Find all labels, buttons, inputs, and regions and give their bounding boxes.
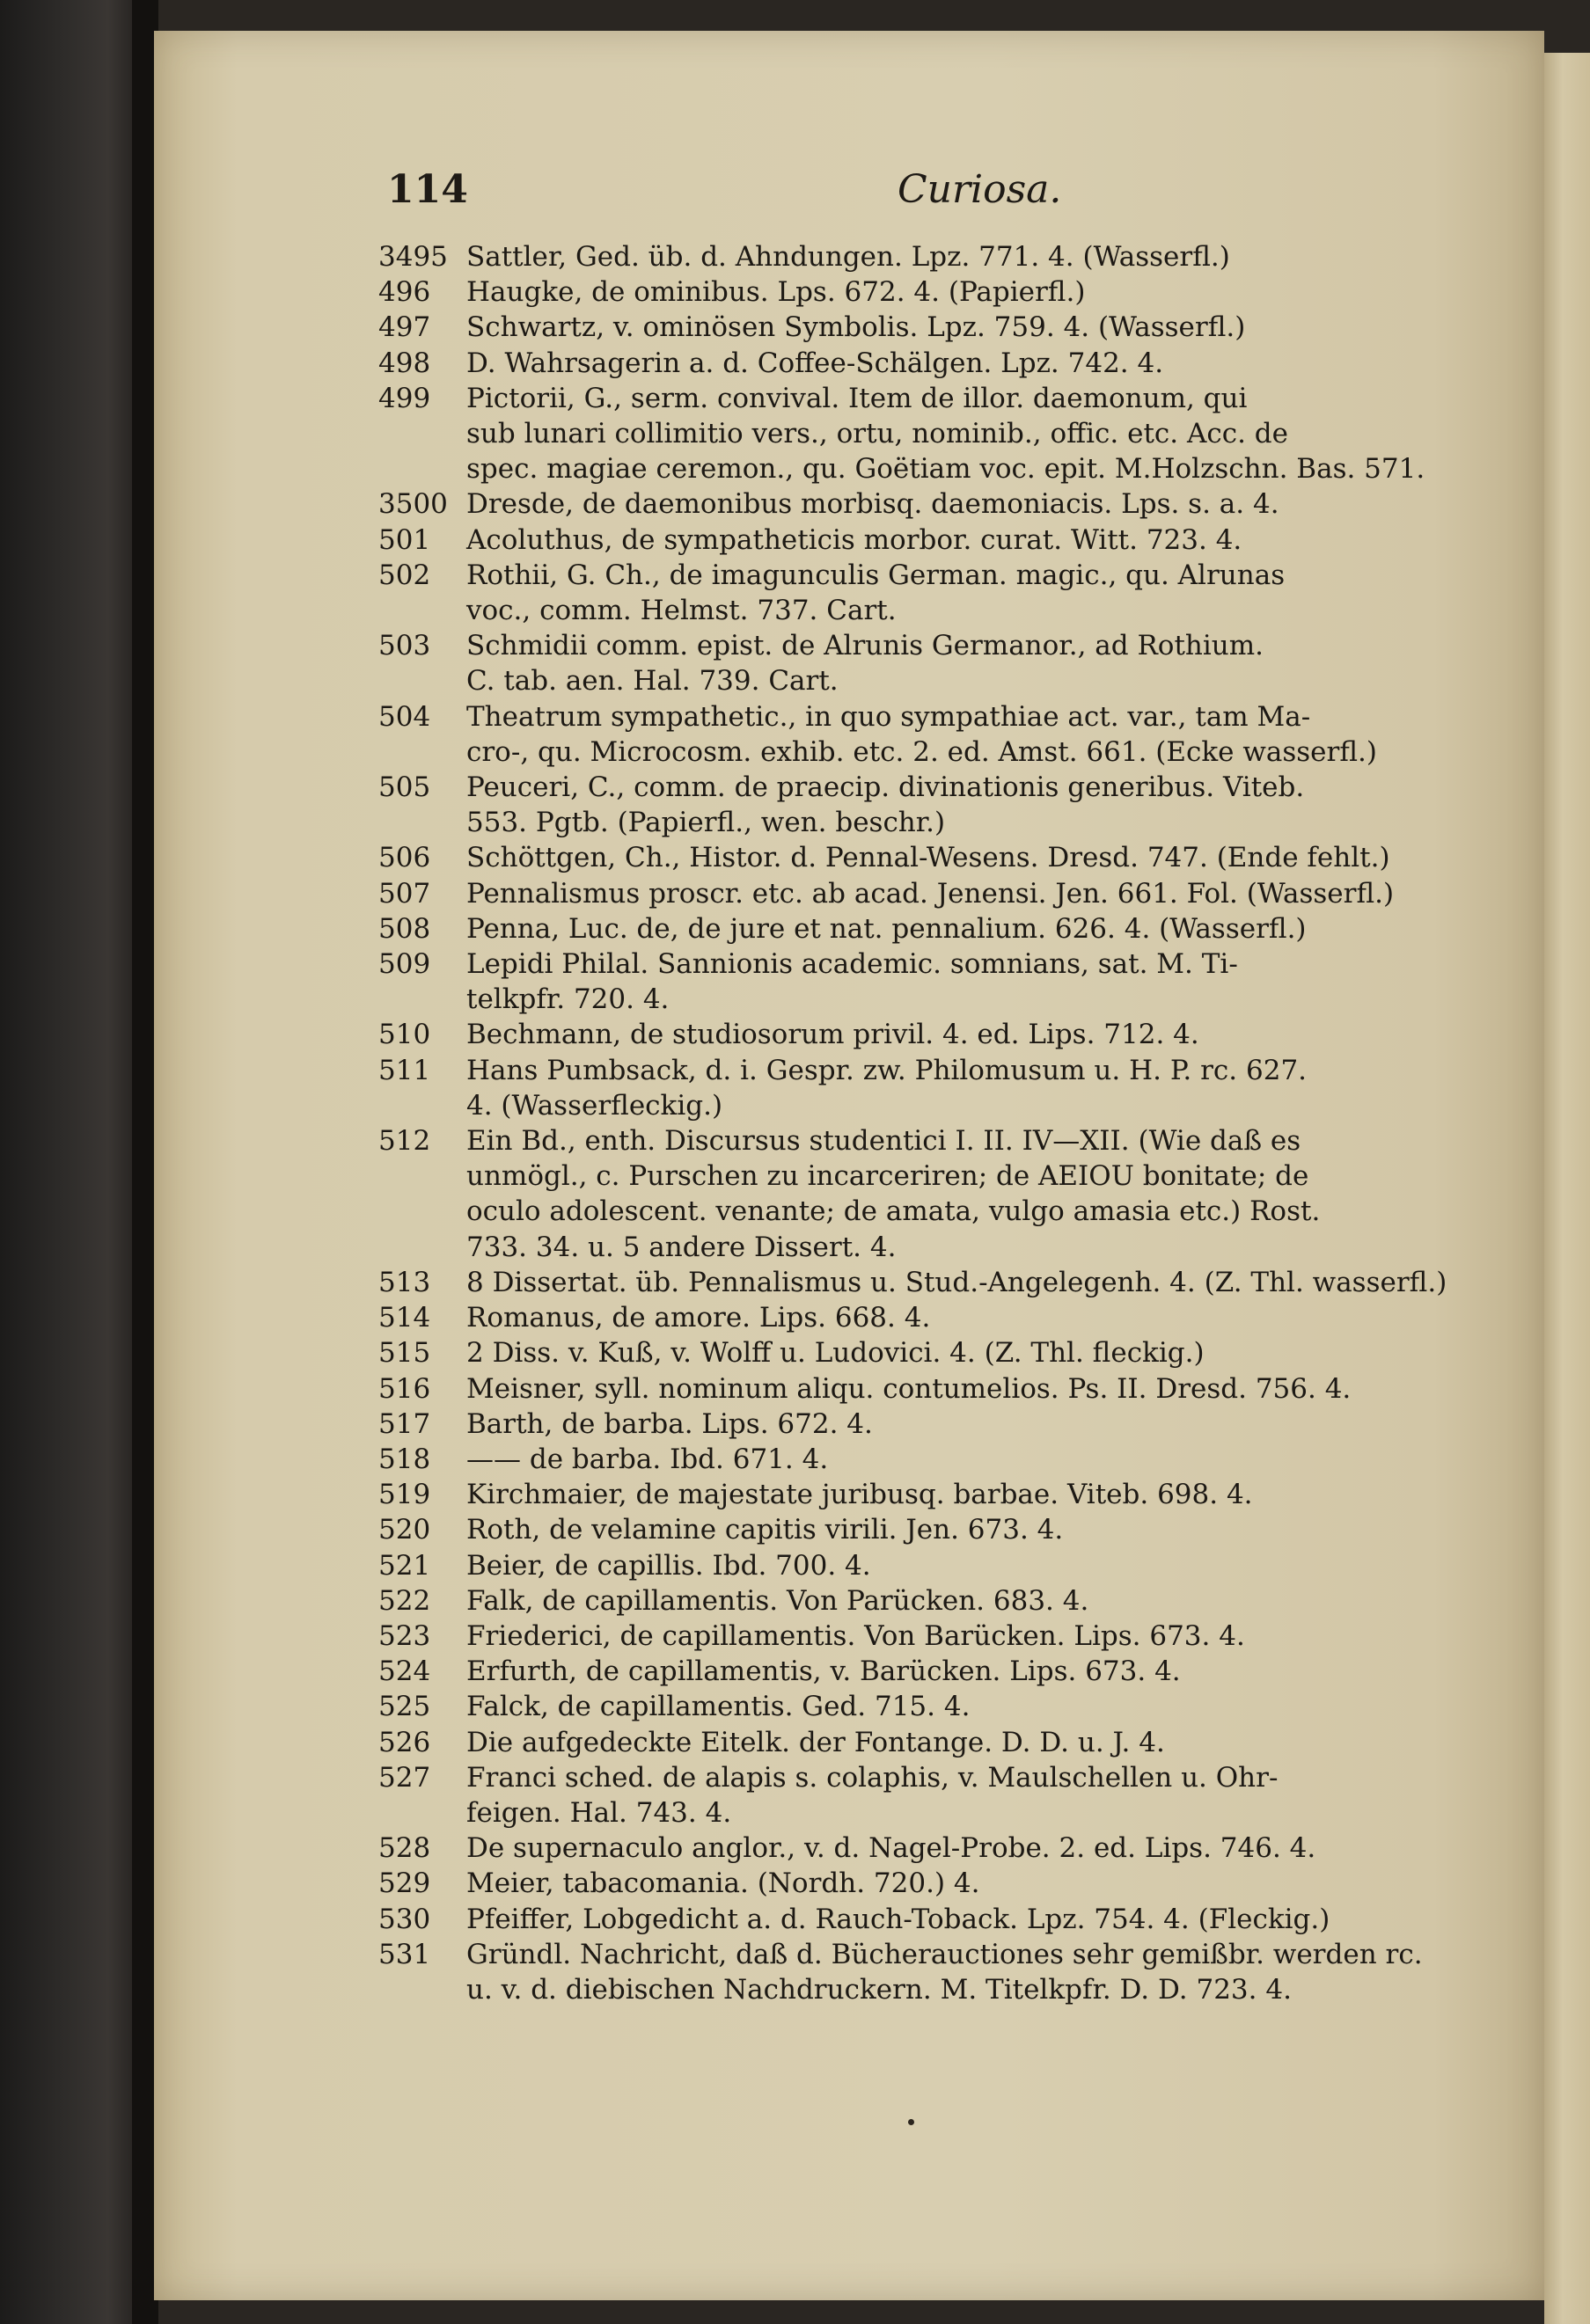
page-header bbox=[387, 167, 1513, 220]
entry-text-line: Gründl. Nachricht, daß d. Bücherauctiones sehr gemißbr. werden rc. bbox=[466, 1938, 1423, 1970]
catalog-entry bbox=[378, 1300, 1478, 1335]
catalog-entry bbox=[378, 274, 1478, 310]
entry-number: 520 bbox=[378, 1514, 431, 1546]
entry-text-line: Roth, de velamine capitis virili. Jen. 673. 4. bbox=[466, 1514, 1064, 1546]
entry-text-line: Peuceri, C., comm. de praecip. divinationis generibus. Viteb. bbox=[466, 771, 1305, 804]
catalog-entry bbox=[378, 1725, 1478, 1760]
entry-number: 498 bbox=[378, 347, 431, 379]
entry-text-line: De supernaculo anglor., v. d. Nagel-Probe. 2. ed. Lips. 746. 4. bbox=[466, 1832, 1316, 1865]
catalog-entry bbox=[378, 1654, 1478, 1689]
entry-number: 505 bbox=[378, 771, 431, 804]
entry-text-line: unmögl., c. Purschen zu incarceriren; de AEIOU bonitate; de bbox=[466, 1160, 1309, 1193]
catalog-entry bbox=[378, 1442, 1478, 1477]
catalog-entry bbox=[378, 1123, 1478, 1265]
entry-number: 523 bbox=[378, 1619, 431, 1652]
entry-text-line: Romanus, de amore. Lips. 668. 4. bbox=[466, 1302, 931, 1334]
catalog-entry bbox=[378, 1583, 1478, 1619]
entry-text-line: 733. 34. u. 5 andere Dissert. 4. bbox=[466, 1231, 897, 1263]
catalog-entry bbox=[378, 1477, 1478, 1512]
page-number: 114 bbox=[387, 167, 468, 212]
entry-text-line: 553. Pgtb. (Papierfl., wen. beschr.) bbox=[466, 807, 946, 839]
entry-number: 509 bbox=[378, 948, 431, 981]
entry-number: 517 bbox=[378, 1407, 431, 1440]
catalog-entry bbox=[378, 770, 1478, 840]
entry-number: 518 bbox=[378, 1443, 431, 1475]
entry-number: 513 bbox=[378, 1266, 431, 1298]
entry-text-line: Acoluthus, de sympatheticis morbor. curat. Witt. 723. 4. bbox=[466, 523, 1242, 556]
catalog-entry bbox=[378, 1335, 1478, 1370]
entry-text-line: Rothii, G. Ch., de imagunculis German. magic., qu. Alrunas bbox=[466, 559, 1286, 591]
entry-text-line: Hans Pumbsack, d. i. Gespr. zw. Philomusum u. H. P. rc. 627. bbox=[466, 1054, 1308, 1086]
catalog-entry bbox=[378, 1053, 1478, 1123]
entry-text-line: 2 Diss. v. Kuß, v. Wolff u. Ludovici. 4. (Z. Thl. fleckig.) bbox=[466, 1337, 1205, 1370]
catalog-entry bbox=[378, 1265, 1478, 1300]
entry-text-line: Bechmann, de studiosorum privil. 4. ed. Lips. 712. 4. bbox=[466, 1019, 1199, 1051]
catalog-entry bbox=[378, 558, 1478, 628]
entry-text-line: Beier, de capillis. Ibd. 700. 4. bbox=[466, 1549, 871, 1582]
book-binding bbox=[0, 0, 154, 2324]
entry-text-line: voc., comm. Helmst. 737. Cart. bbox=[466, 595, 897, 627]
catalog-entry bbox=[378, 699, 1478, 770]
running-title: Curiosa. bbox=[898, 167, 1062, 212]
entry-number: 511 bbox=[378, 1054, 431, 1086]
entry-number: 497 bbox=[378, 311, 431, 344]
entry-text-line: Falk, de capillamentis. Von Parücken. 683. 4. bbox=[466, 1584, 1089, 1617]
entry-text-line: Schöttgen, Ch., Histor. d. Pennal-Wesens. Dresd. 747. (Ende fehlt.) bbox=[466, 842, 1390, 874]
catalog-entry bbox=[378, 239, 1478, 274]
entry-number: 519 bbox=[378, 1479, 431, 1511]
entry-text-line: telkpfr. 720. 4. bbox=[466, 983, 670, 1016]
entry-text-line: 8 Dissertat. üb. Pennalismus u. Stud.-Angelegenh. 4. (Z. Thl. wasserfl.) bbox=[466, 1266, 1447, 1298]
entry-number: 527 bbox=[378, 1761, 431, 1794]
entry-text-line: 4. (Wasserfleckig.) bbox=[466, 1089, 723, 1122]
entry-number: 515 bbox=[378, 1337, 431, 1370]
entry-number: 503 bbox=[378, 630, 431, 662]
entry-text-line: —— de barba. Ibd. 671. 4. bbox=[466, 1443, 829, 1475]
catalog-entry bbox=[378, 1689, 1478, 1724]
entry-text-line: Erfurth, de capillamentis, v. Barücken. Lips. 673. 4. bbox=[466, 1655, 1181, 1688]
entry-text-line: Pfeiffer, Lobgedicht a. d. Rauch-Toback. Lpz. 754. 4. (Fleckig.) bbox=[466, 1903, 1330, 1935]
entry-text-line: Die aufgedeckte Eitelk. der Fontange. D. D. u. J. 4. bbox=[466, 1726, 1165, 1758]
entry-number: 508 bbox=[378, 912, 431, 945]
catalog-entry bbox=[378, 946, 1478, 1017]
entry-text-line: Lepidi Philal. Sannionis academic. somnians, sat. M. Ti- bbox=[466, 948, 1238, 981]
entry-text-line: Friederici, de capillamentis. Von Barücken. Lips. 673. 4. bbox=[466, 1619, 1245, 1652]
entry-number: 3495 bbox=[378, 241, 448, 273]
entry-number: 510 bbox=[378, 1019, 431, 1051]
entry-number: 531 bbox=[378, 1938, 431, 1970]
entry-number: 506 bbox=[378, 842, 431, 874]
entry-number: 507 bbox=[378, 877, 431, 910]
catalog-entry bbox=[378, 1017, 1478, 1052]
catalog-entry bbox=[378, 628, 1478, 698]
catalog-entry bbox=[378, 486, 1478, 522]
catalog-entry bbox=[378, 381, 1478, 487]
entry-number: 522 bbox=[378, 1584, 431, 1617]
catalog-entry bbox=[378, 876, 1478, 911]
entry-number: 496 bbox=[378, 276, 431, 309]
entry-text-line: u. v. d. diebischen Nachdruckern. M. Titelkpfr. D. D. 723. 4. bbox=[466, 1973, 1292, 2006]
catalog-entry bbox=[378, 840, 1478, 875]
entry-number: 514 bbox=[378, 1302, 431, 1334]
entry-text-line: spec. magiae ceremon., qu. Goëtiam voc. epit. M.Holzschn. Bas. 571. bbox=[466, 453, 1425, 486]
ink-dot bbox=[908, 2119, 914, 2125]
entry-text-line: Theatrum sympathetic., in quo sympathiae act. var., tam Ma- bbox=[466, 700, 1311, 733]
entry-number: 529 bbox=[378, 1867, 431, 1900]
entry-text-line: Falck, de capillamentis. Ged. 715. 4. bbox=[466, 1691, 971, 1723]
catalog-entry bbox=[378, 1937, 1478, 2007]
entry-text-line: feigen. Hal. 743. 4. bbox=[466, 1796, 732, 1829]
entry-number: 499 bbox=[378, 382, 431, 414]
entry-number: 512 bbox=[378, 1125, 431, 1158]
entry-text-line: Franci sched. de alapis s. colaphis, v. Maulschellen u. Ohr- bbox=[466, 1761, 1279, 1794]
entry-text-line: D. Wahrsagerin a. d. Coffee-Schälgen. Lpz. 742. 4. bbox=[466, 347, 1164, 379]
entry-text-line: Schwartz, v. ominösen Symbolis. Lpz. 759. 4. (Wasserfl.) bbox=[466, 311, 1246, 344]
entry-text-line: Barth, de barba. Lips. 672. 4. bbox=[466, 1407, 873, 1440]
catalog-entry bbox=[378, 1866, 1478, 1901]
entry-text-line: Haugke, de ominibus. Lps. 672. 4. (Papierfl.) bbox=[466, 276, 1086, 309]
entry-number: 525 bbox=[378, 1691, 431, 1723]
catalog-entry bbox=[378, 1619, 1478, 1654]
entry-number: 528 bbox=[378, 1832, 431, 1865]
catalog-entry bbox=[378, 523, 1478, 558]
entry-number: 502 bbox=[378, 559, 431, 591]
entry-text-line: Ein Bd., enth. Discursus studentici I. II. IV—XII. (Wie daß es bbox=[466, 1125, 1301, 1158]
entry-text-line: oculo adolescent. venante; de amata, vulgo amasia etc.) Rost. bbox=[466, 1195, 1321, 1228]
entry-text-line: Meisner, syll. nominum aliqu. contumelios. Ps. II. Dresd. 756. 4. bbox=[466, 1372, 1352, 1405]
catalog-entry bbox=[378, 911, 1478, 946]
facing-page-edge bbox=[1544, 53, 1590, 2324]
entry-number: 521 bbox=[378, 1549, 431, 1582]
entry-text-line: Pennalismus proscr. etc. ab acad. Jenensi. Jen. 661. Fol. (Wasserfl.) bbox=[466, 877, 1395, 910]
entry-text-line: sub lunari collimitio vers., ortu, nominib., offic. etc. Acc. de bbox=[466, 418, 1288, 450]
entry-text-line: C. tab. aen. Hal. 739. Cart. bbox=[466, 665, 839, 698]
catalog-entry bbox=[378, 1512, 1478, 1547]
entry-number: 501 bbox=[378, 523, 431, 556]
entry-number: 530 bbox=[378, 1903, 431, 1935]
entry-text-line: Sattler, Ged. üb. d. Ahndungen. Lpz. 771. 4. (Wasserfl.) bbox=[466, 241, 1230, 273]
entry-text-line: Meier, tabacomania. (Nordh. 720.) 4. bbox=[466, 1867, 980, 1900]
entry-text-line: Penna, Luc. de, de jure et nat. pennalium. 626. 4. (Wasserfl.) bbox=[466, 912, 1307, 945]
entry-text-line: Kirchmaier, de majestate juribusq. barbae. Viteb. 698. 4. bbox=[466, 1479, 1253, 1511]
catalog-entry bbox=[378, 1760, 1478, 1831]
entry-text-line: cro-, qu. Microcosm. exhib. etc. 2. ed. Amst. 661. (Ecke wasserfl.) bbox=[466, 735, 1377, 768]
entry-text-line: Pictorii, G., serm. convival. Item de illor. daemonum, qui bbox=[466, 382, 1248, 414]
entry-number: 504 bbox=[378, 700, 431, 733]
catalog-entry bbox=[378, 1548, 1478, 1583]
entry-text-line: Schmidii comm. epist. de Alrunis Germanor., ad Rothium. bbox=[466, 630, 1264, 662]
catalog-entries bbox=[378, 239, 1478, 2007]
catalog-entry bbox=[378, 346, 1478, 381]
catalog-entry bbox=[378, 1902, 1478, 1937]
entry-number: 516 bbox=[378, 1372, 431, 1405]
catalog-entry bbox=[378, 1831, 1478, 1866]
catalog-entry bbox=[378, 1371, 1478, 1407]
catalog-entry bbox=[378, 310, 1478, 345]
entry-number: 526 bbox=[378, 1726, 431, 1758]
entry-text-line: Dresde, de daemonibus morbisq. daemoniacis. Lps. s. a. 4. bbox=[466, 488, 1279, 521]
entry-number: 524 bbox=[378, 1655, 431, 1688]
catalog-entry bbox=[378, 1407, 1478, 1442]
entry-number: 3500 bbox=[378, 488, 448, 521]
